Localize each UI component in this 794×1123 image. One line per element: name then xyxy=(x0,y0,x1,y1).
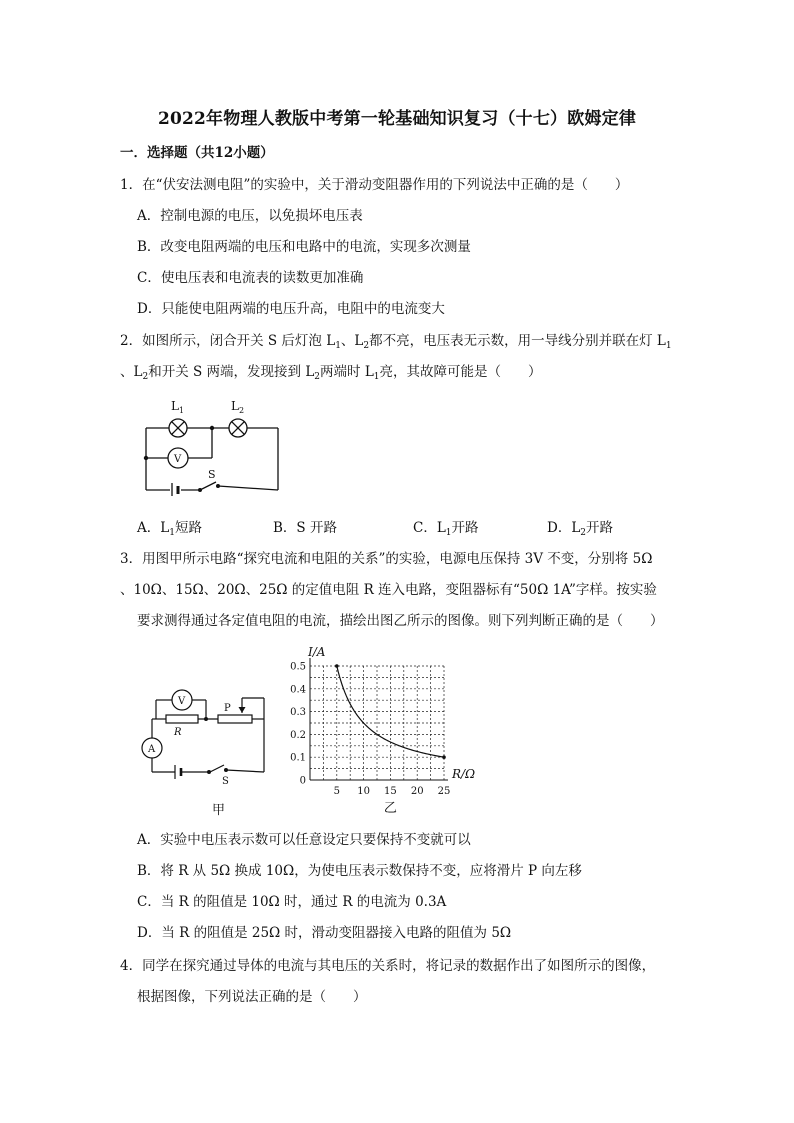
question-1-option-a: A．控制电源的电压，以免损坏电压表 xyxy=(137,208,363,224)
data-point xyxy=(442,755,446,759)
question-1-option-c: C．使电压表和电流表的读数更加准确 xyxy=(137,270,364,286)
question-4-stem-line-2: 根据图像，下列说法正确的是（ ） xyxy=(137,989,367,1005)
question-3-circuit-diagram-jia xyxy=(138,680,268,820)
question-3-option-a: A．实验中电压表示数可以任意设定只要保持不变就可以 xyxy=(137,832,471,848)
x-tick-label: 10 xyxy=(357,786,370,797)
y-tick-label: 0.2 xyxy=(290,729,306,741)
question-1-option-b: B．改变电阻两端的电压和电路中的电流，实现多次测量 xyxy=(137,239,471,255)
page-title: 2022年物理人教版中考第一轮基础知识复习（十七）欧姆定律 xyxy=(157,109,637,129)
x-tick-label: 20 xyxy=(410,786,424,797)
question-3-stem-line-3: 要求测得通过各定值电阻的电流，描绘出图乙所示的图像。则下列判断正确的是（ ） xyxy=(137,613,664,629)
question-2-option-d: D．$L_2$开路 xyxy=(547,520,614,538)
question-2-option-c: C．$L_1$开路 xyxy=(413,520,479,538)
question-2-circuit-diagram xyxy=(138,396,288,496)
data-point xyxy=(335,664,339,668)
question-3-option-d: D．当 R 的阻值是 25Ω 时，滑动变阻器接入电路的阻值为 5Ω xyxy=(137,925,512,941)
y-tick-label: 0 xyxy=(299,775,306,787)
question-2-option-b: B．S 开路 xyxy=(273,520,337,536)
question-1-option-d: D．只能使电阻两端的电压升高，电阻中的电流变大 xyxy=(137,301,445,317)
question-4-stem-line-1: 4．同学在探究通过导体的电流与其电压的关系时，将记录的数据作出了如图所示的图像， xyxy=(120,958,656,974)
figure-jia-caption: 甲 xyxy=(212,803,226,818)
current-resistance-chart xyxy=(284,642,504,822)
slider-p-label: P xyxy=(224,703,231,714)
lamp-l1-label: $L_1$ xyxy=(171,399,185,415)
voltmeter-label: V xyxy=(174,454,182,465)
question-1-stem: 1．在“伏安法测电阻”的实验中，关于滑动变阻器作用的下列说法中正确的是（ ） xyxy=(120,177,629,193)
switch-label: S xyxy=(208,468,216,481)
x-axis-label: R/Ω xyxy=(452,767,476,781)
question-3-option-b: B．将 R 从 5Ω 换成 10Ω，为使电压表示数保持不变，应将滑片 P 向左移 xyxy=(137,863,582,879)
lamp-l2-label: $L_2$ xyxy=(231,399,245,415)
question-3-option-c: C．当 R 的阻值是 10Ω 时，通过 R 的电流为 0.3A xyxy=(137,894,447,910)
question-2-option-a: A．$L_1$短路 xyxy=(137,520,202,538)
y-tick-label: 0.4 xyxy=(290,684,306,696)
resistor-r-label: R xyxy=(174,727,182,738)
section-heading: 一．选择题（共12小题） xyxy=(120,145,274,161)
question-2-stem-line-2: 、$L_2$和开关 S 两端，发现接到 $L_2$两端时 $L_1$亮，其故障可能是（ ） xyxy=(120,364,542,382)
x-tick-label: 5 xyxy=(333,786,340,797)
figure-yi-caption: 乙 xyxy=(383,801,397,816)
voltmeter-label: V xyxy=(178,696,186,707)
question-3-stem-line-1: 3．用图甲所示电路“探究电流和电阻的关系”的实验，电源电压保持 3V 不变，分别将 5Ω xyxy=(120,551,653,567)
x-tick-label: 25 xyxy=(437,786,451,797)
y-tick-label: 0.1 xyxy=(290,752,306,764)
y-tick-label: 0.3 xyxy=(290,707,306,719)
y-tick-label: 0.5 xyxy=(290,661,306,673)
switch-label: S xyxy=(222,776,229,787)
question-2-stem-line-1: 2．如图所示，闭合开关 S 后灯泡 $L_1$、$L_2$都不亮，电压表无示数，用一导线分别并联在灯 $L_1$ xyxy=(120,333,672,351)
question-3-stem-line-2: 、10Ω、15Ω、20Ω、25Ω 的定值电阻 R 连入电路，变阻器标有“50Ω 1A”字样。按实验 xyxy=(120,582,657,598)
x-tick-label: 15 xyxy=(384,786,397,797)
ammeter-label: A xyxy=(148,744,156,755)
y-axis-label: I/A xyxy=(308,645,326,659)
